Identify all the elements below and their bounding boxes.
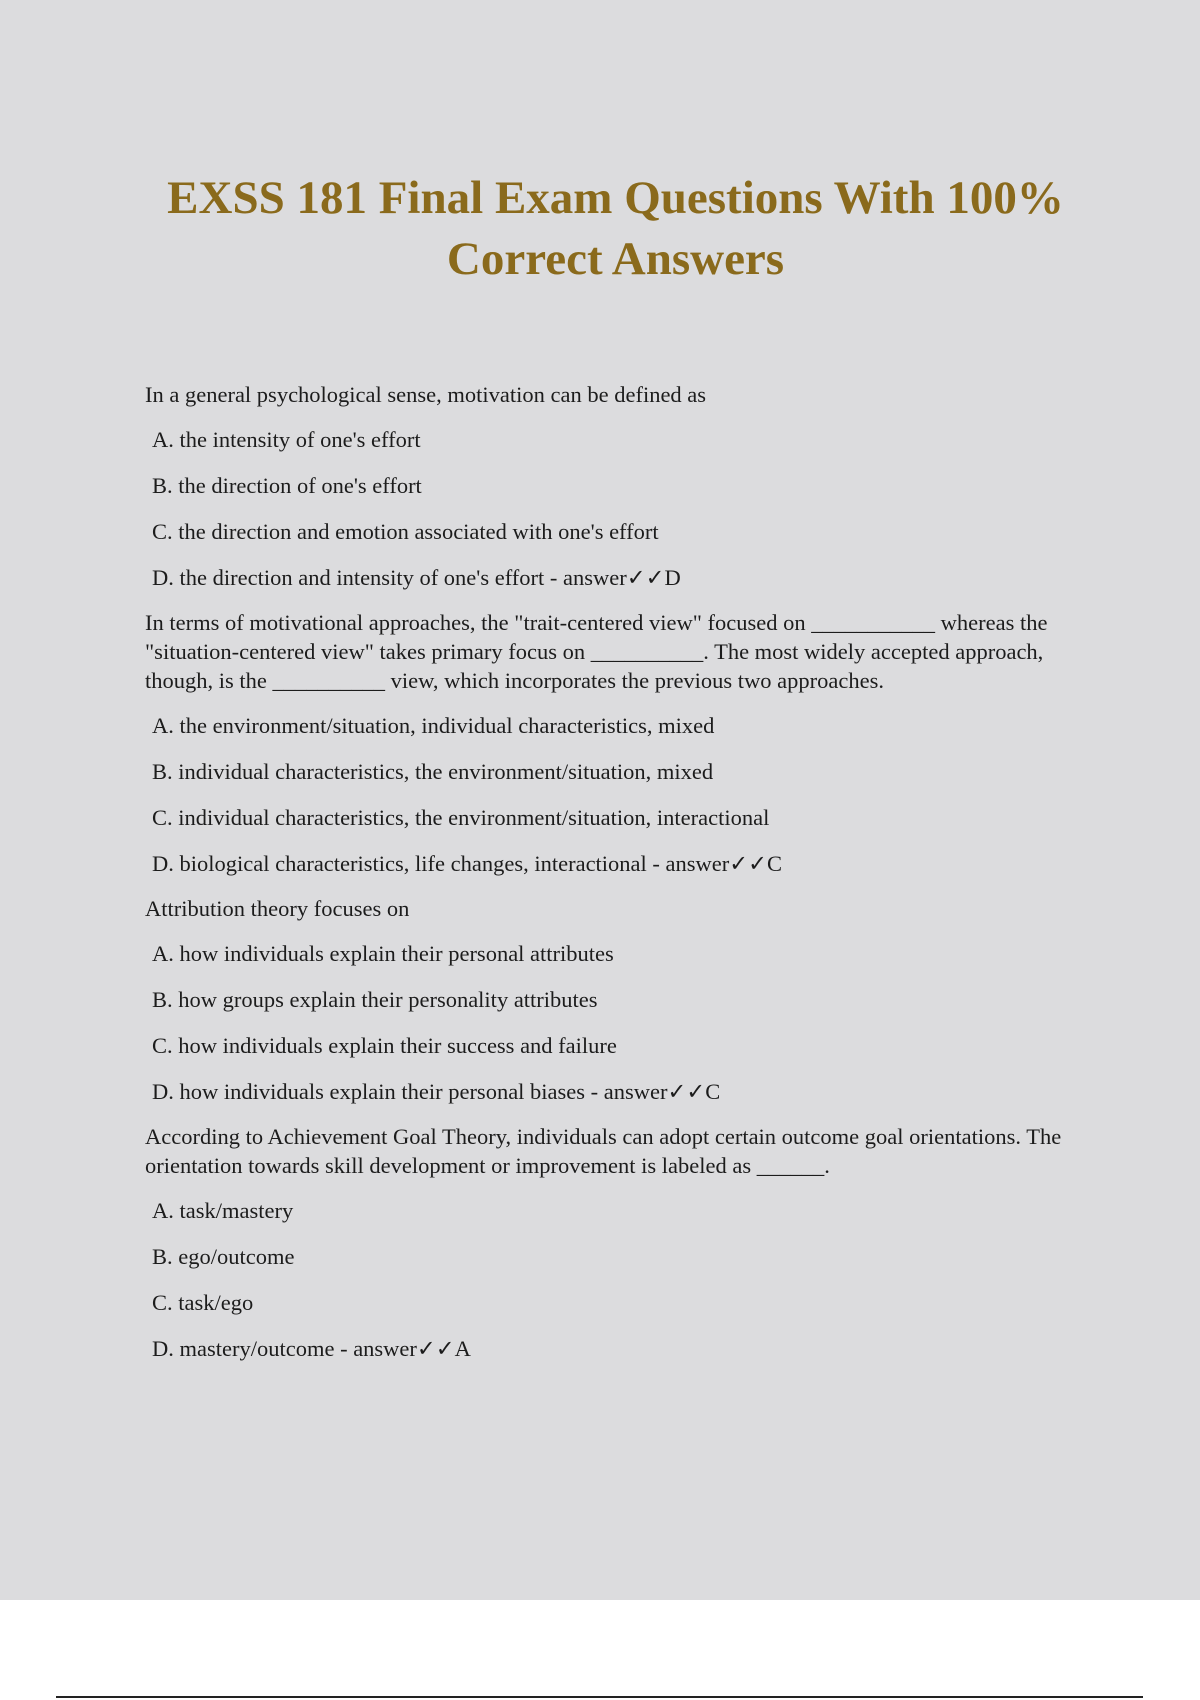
answer-option-d: D. how individuals explain their personal biases - answer✓✓C xyxy=(152,1079,721,1104)
answer-option-d: D. mastery/outcome - answer✓✓A xyxy=(152,1336,471,1361)
question-4 xyxy=(145,1122,1085,1363)
answer-option-a: A. the environment/situation, individual characteristics, mixed xyxy=(152,713,715,738)
answer-option-b: B. ego/outcome xyxy=(152,1244,295,1269)
question-stem: In terms of motivational approaches, the "trait-centered view" focused on ___________ whereas the "situation-centered view" takes primary focus on __________. The most widely accepted approach, though, is the __________ view, which incorporates the previous two approaches. xyxy=(145,610,1048,693)
answer-option-c: C. task/ego xyxy=(152,1290,254,1315)
question-3 xyxy=(145,894,1085,1106)
answer-option-c: C. individual characteristics, the environment/situation, interactional xyxy=(152,805,770,830)
answer-option-a: A. task/mastery xyxy=(152,1198,294,1223)
answer-option-a: A. how individuals explain their personal attributes xyxy=(152,941,614,966)
answer-option-b: B. individual characteristics, the environment/situation, mixed xyxy=(152,759,714,784)
document-title: EXSS 181 Final Exam Questions With 100% Correct Answers xyxy=(167,172,1064,285)
answer-option-a: A. the intensity of one's effort xyxy=(152,427,421,452)
question-stem: Attribution theory focuses on xyxy=(145,896,410,921)
question-stem: In a general psychological sense, motivation can be defined as xyxy=(145,382,707,407)
question-list xyxy=(145,380,1085,1379)
footer-divider xyxy=(56,1696,1143,1698)
answer-option-d: D. biological characteristics, life changes, interactional - answer✓✓C xyxy=(152,851,782,876)
answer-option-c: C. how individuals explain their success and failure xyxy=(152,1033,617,1058)
question-1 xyxy=(145,380,1085,592)
answer-option-b: B. how groups explain their personality attributes xyxy=(152,987,598,1012)
question-2 xyxy=(145,608,1085,878)
answer-option-c: C. the direction and emotion associated with one's effort xyxy=(152,519,659,544)
answer-option-b: B. the direction of one's effort xyxy=(152,473,422,498)
question-stem: According to Achievement Goal Theory, individuals can adopt certain outcome goal orientations. The orientation towards skill development or improvement is labeled as ______. xyxy=(145,1124,1062,1178)
answer-option-d: D. the direction and intensity of one's effort - answer✓✓D xyxy=(152,565,681,590)
